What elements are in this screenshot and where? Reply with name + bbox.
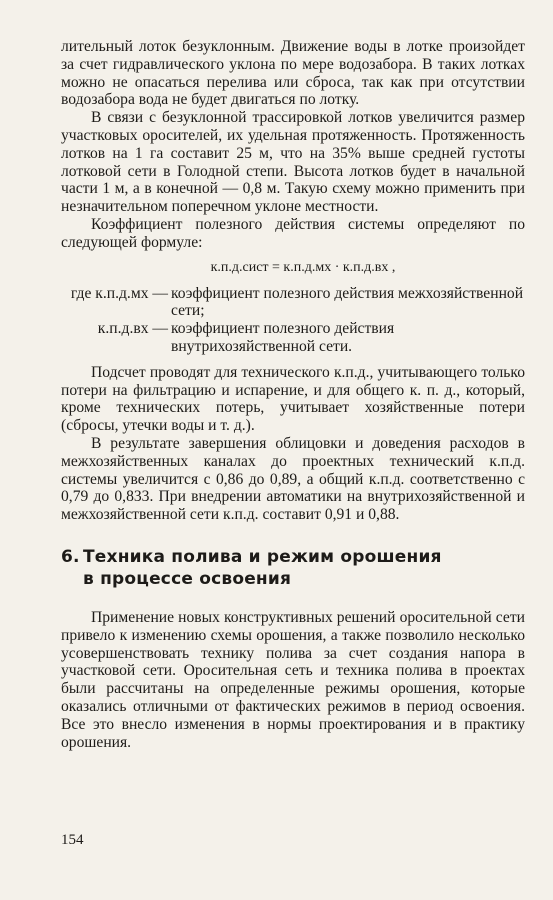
paragraph-1: лительный лоток безуклонным. Движение воды в лотке произойдет за счет гидравлического уклона по мере водозабора. В таких лотках можно не опасаться перелива или сброса, так как при отсутствии водозабора вода не будет двигаться по лотку. [61, 38, 525, 109]
definition-mx-desc: коэффициент полезного действия межхозяйственной сети; [171, 284, 524, 320]
section-paragraph-1: Применение новых конструктивных решений оросительной сети привело к изменению схемы орошения, а также позволило несколько усовершенствовать технику полива за счет создания напора в участковой сети. Оросительная сеть и техника полива в проектах были рассчитаны на определенные режимы орошения, которые оказались отличными от фактических режимов в период освоения. Все это внесло изменения в нормы проектирования и в практику орошения. [61, 608, 525, 751]
paragraph-4: Подсчет проводят для технического к.п.д., учитывающего только потери на фильтрацию и испарение, и для общего к. п. д., который, кроме технических потерь, учитывает хозяйственные потери (сбросы, утечки воды и т. д.). [61, 363, 525, 435]
definition-vx-term: к.п.д.вх — [97, 320, 168, 338]
page-number: 154 [61, 832, 84, 848]
section-heading [61, 546, 525, 590]
paragraph-2: В связи с безуклонной трассировкой лотков увеличится размер участковых оросителей, их удельная протяженность. Протяженность лотков на 1 га составит 25 м, что на 35% выше средней густоты лотковой сети в Голодной степи. Высота лотков будет в начальной части 1 м, а в конечной — 0,8 м. Такую схему можно применить при незначительном поперечном уклоне местности. [61, 109, 525, 216]
efficiency-formula: к.п.д.сист = к.п.д.мх · к.п.д.вх , [210, 259, 396, 275]
section-title-line-1: Техника полива и режим орошения [83, 546, 442, 567]
definition-mx-term: где к.п.д.мх — [70, 284, 168, 302]
section-number: 6. [61, 546, 80, 567]
paragraph-5: В результате завершения облицовки и доведения расходов в межхозяйственных каналах до проектных технический к.п.д. системы увеличится с 0,86 до 0,89, а общий к.п.д. соответственно с 0,79 до 0,833. При внедрении автоматики на внутрихозяйственной и межхозяйственной сети к.п.д. составит 0,91 и 0,88. [61, 434, 525, 524]
definition-mx [61, 285, 525, 321]
definition-vx-desc: коэффициент полезного действия внутрихозяйственной сети. [171, 320, 395, 355]
definition-vx [61, 320, 525, 356]
section-title-line-2: в процессе освоения [83, 568, 292, 589]
paragraph-3: Коэффициент полезного действия системы определяют по следующей формуле: [61, 215, 525, 251]
